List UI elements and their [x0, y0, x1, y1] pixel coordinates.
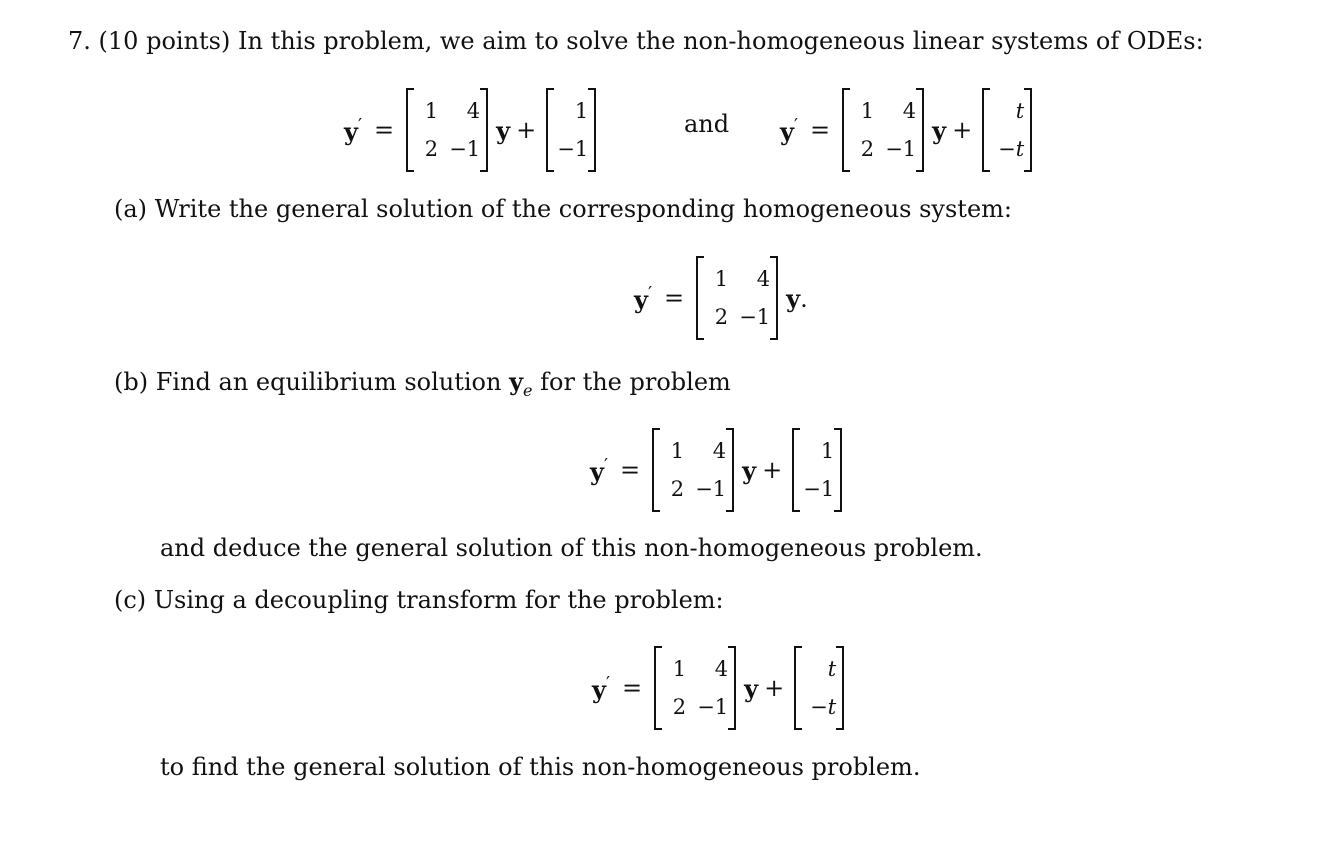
and-word: and — [684, 110, 730, 138]
coefficient-matrix: 1 4 2 −1 — [696, 256, 778, 340]
y-prime: y′ — [590, 454, 609, 486]
equation-system-2 — [780, 88, 1040, 172]
part-b-text-after: for the problem — [540, 368, 731, 396]
part-b-follow: and deduce the general solution of this non-homogeneous problem. — [160, 534, 983, 562]
plus-sign: + — [516, 116, 537, 144]
equals-sign: = — [374, 116, 395, 144]
equation-system-1 — [344, 88, 604, 172]
forcing-vector-constant: 1 −1 — [792, 428, 842, 512]
part-b-text-before: Find an equilibrium solution — [155, 368, 502, 396]
problem-points: (10 points) — [98, 27, 231, 55]
plus-sign: + — [952, 116, 973, 144]
part-b-label: (b) — [114, 368, 149, 396]
equals-sign: = — [622, 674, 643, 702]
part-a-label: (a) — [114, 195, 148, 223]
equation-homogeneous — [634, 256, 814, 340]
equals-sign: = — [810, 116, 831, 144]
y-vector: y — [744, 673, 759, 703]
equation-part-b — [590, 428, 850, 512]
forcing-vector-constant: 1 −1 — [546, 88, 596, 172]
coefficient-matrix: 1 4 2 −1 — [654, 646, 736, 730]
equation-part-c — [592, 646, 852, 730]
problem-statement — [68, 27, 1204, 55]
plus-sign: + — [762, 456, 783, 484]
part-c-follow: to find the general solution of this non-homogeneous problem. — [160, 753, 921, 781]
coefficient-matrix: 1 4 2 −1 — [842, 88, 924, 172]
y-vector: y. — [786, 283, 808, 313]
y-prime: y′ — [344, 114, 363, 146]
part-c-text: Using a decoupling transform for the problem: — [153, 586, 724, 614]
forcing-vector-t: t −t — [982, 88, 1032, 172]
y-vector: y — [496, 115, 511, 145]
problem-number: 7. — [68, 27, 91, 55]
problem-intro: In this problem, we aim to solve the non-homogeneous linear systems of ODEs: — [238, 27, 1204, 55]
y-prime: y′ — [592, 672, 611, 704]
part-a-text: Write the general solution of the corresponding homogeneous system: — [154, 195, 1012, 223]
y-vector: y — [742, 455, 757, 485]
equals-sign: = — [664, 284, 685, 312]
part-c-label: (c) — [114, 586, 147, 614]
part-b — [114, 368, 731, 405]
plus-sign: + — [764, 674, 785, 702]
y-prime: y′ — [780, 114, 799, 146]
coefficient-matrix: 1 4 2 −1 — [406, 88, 488, 172]
part-a — [114, 195, 1012, 223]
equals-sign: = — [620, 456, 641, 484]
part-c — [114, 586, 724, 614]
coefficient-matrix: 1 4 2 −1 — [652, 428, 734, 512]
equilibrium-symbol: $y_e$ — [509, 367, 533, 400]
y-vector: y — [932, 115, 947, 145]
forcing-vector-t: t −t — [794, 646, 844, 730]
y-prime: y′ — [634, 282, 653, 314]
